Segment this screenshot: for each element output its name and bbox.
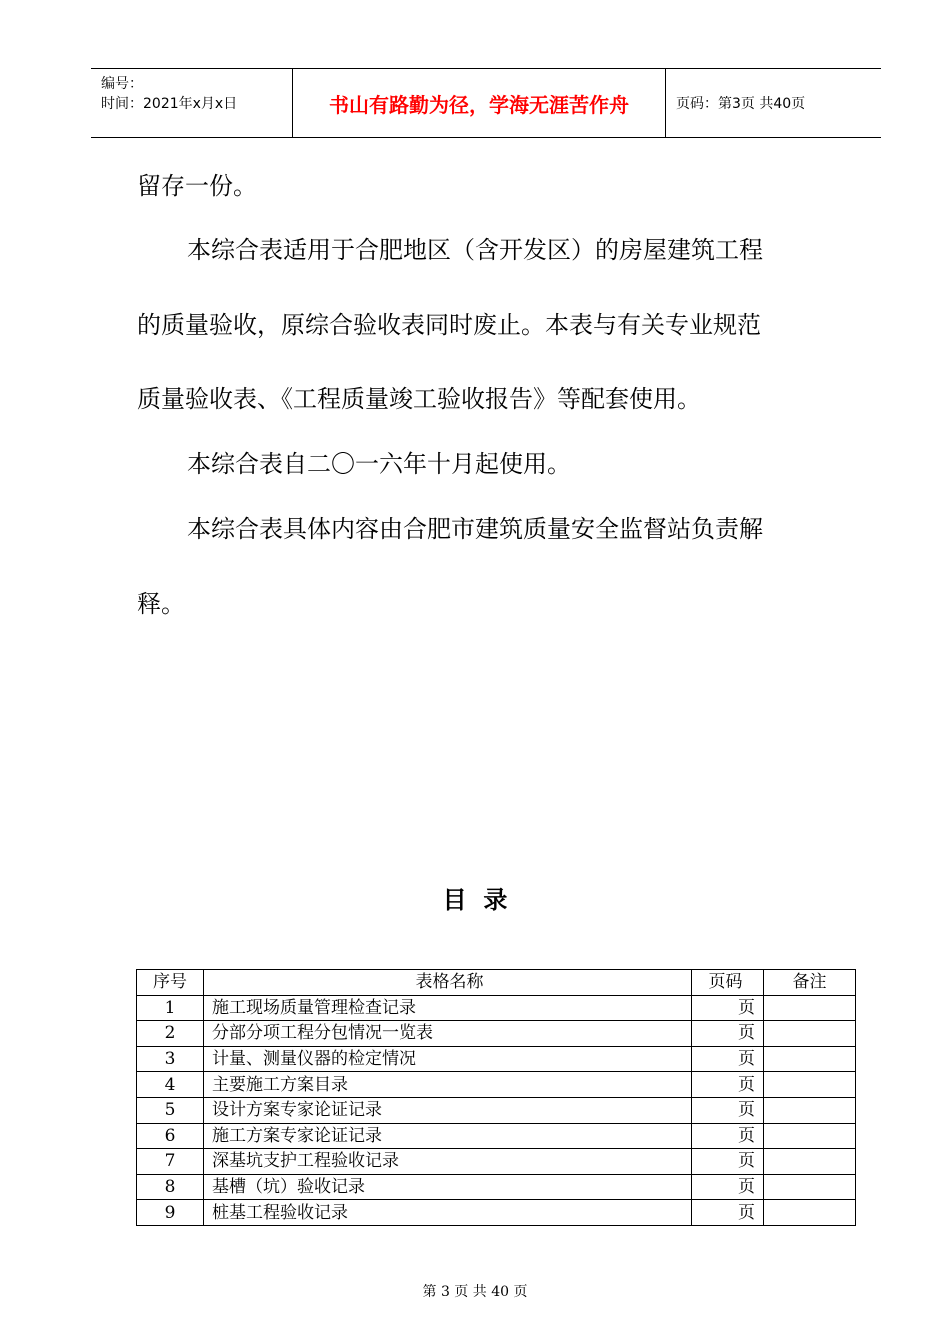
row-name: 深基坑支护工程验收记录 xyxy=(204,1149,692,1175)
header-no: 序号 xyxy=(137,970,204,996)
row-note xyxy=(764,1097,856,1123)
row-note xyxy=(764,1072,856,1098)
row-no: 6 xyxy=(137,1123,204,1149)
body-paragraph-1-line-1: 本综合表适用于合肥地区（含开发区）的房屋建筑工程 xyxy=(187,236,763,264)
table-row xyxy=(137,1021,856,1047)
row-page: 页 xyxy=(692,995,764,1021)
table-row xyxy=(137,1200,856,1226)
body-line: 留存一份。 xyxy=(137,172,257,200)
page-header xyxy=(91,68,881,138)
row-name: 施工方案专家论证记录 xyxy=(204,1123,692,1149)
row-no: 8 xyxy=(137,1174,204,1200)
table-row xyxy=(137,1174,856,1200)
page-footer: 第 3 页 共 40 页 xyxy=(422,1284,528,1300)
body-paragraph-3-line-2: 释。 xyxy=(137,590,185,618)
row-no: 2 xyxy=(137,1021,204,1047)
row-note xyxy=(764,995,856,1021)
date-label: 时间：2021年x月x日 xyxy=(101,96,238,112)
row-no: 1 xyxy=(137,995,204,1021)
row-page: 页 xyxy=(692,1097,764,1123)
table-row xyxy=(137,1149,856,1175)
toc-table xyxy=(136,969,856,1226)
row-no: 3 xyxy=(137,1046,204,1072)
row-no: 7 xyxy=(137,1149,204,1175)
row-page: 页 xyxy=(692,1174,764,1200)
row-page: 页 xyxy=(692,1046,764,1072)
table-row xyxy=(137,1097,856,1123)
row-page: 页 xyxy=(692,1149,764,1175)
body-paragraph-2: 本综合表自二〇一六年十月起使用。 xyxy=(187,450,571,478)
row-no: 5 xyxy=(137,1097,204,1123)
row-page: 页 xyxy=(692,1123,764,1149)
row-note xyxy=(764,1021,856,1047)
body-paragraph-1-line-3: 质量验收表、《工程质量竣工验收报告》等配套使用。 xyxy=(137,385,701,413)
table-row xyxy=(137,1123,856,1149)
toc-title: 目 录 xyxy=(442,886,508,914)
row-note xyxy=(764,1046,856,1072)
row-no: 4 xyxy=(137,1072,204,1098)
header-page: 页码 xyxy=(692,970,764,996)
row-name: 分部分项工程分包情况一览表 xyxy=(204,1021,692,1047)
row-page: 页 xyxy=(692,1200,764,1226)
table-row xyxy=(137,995,856,1021)
motto: 书山有路勤为径，学海无涯苦作舟 xyxy=(329,92,629,117)
header-page-cell xyxy=(666,69,881,137)
toc-header-row xyxy=(137,970,856,996)
header-meta xyxy=(91,69,293,137)
row-page: 页 xyxy=(692,1072,764,1098)
row-page: 页 xyxy=(692,1021,764,1047)
header-note: 备注 xyxy=(764,970,856,996)
header-page-label: 页码：第3页 共40页 xyxy=(676,96,806,112)
body-paragraph-1-line-2: 的质量验收，原综合验收表同时废止。本表与有关专业规范 xyxy=(137,311,761,339)
header-motto-cell xyxy=(293,69,666,137)
row-name: 基槽（坑）验收记录 xyxy=(204,1174,692,1200)
row-name: 主要施工方案目录 xyxy=(204,1072,692,1098)
row-name: 桩基工程验收记录 xyxy=(204,1200,692,1226)
table-row xyxy=(137,1072,856,1098)
header-name: 表格名称 xyxy=(204,970,692,996)
table-row xyxy=(137,1046,856,1072)
row-name: 施工现场质量管理检查记录 xyxy=(204,995,692,1021)
body-paragraph-3-line-1: 本综合表具体内容由合肥市建筑质量安全监督站负责解 xyxy=(187,515,763,543)
row-note xyxy=(764,1174,856,1200)
row-name: 计量、测量仪器的检定情况 xyxy=(204,1046,692,1072)
row-note xyxy=(764,1123,856,1149)
number-label: 编号： xyxy=(101,76,143,92)
row-note xyxy=(764,1200,856,1226)
row-no: 9 xyxy=(137,1200,204,1226)
row-note xyxy=(764,1149,856,1175)
row-name: 设计方案专家论证记录 xyxy=(204,1097,692,1123)
